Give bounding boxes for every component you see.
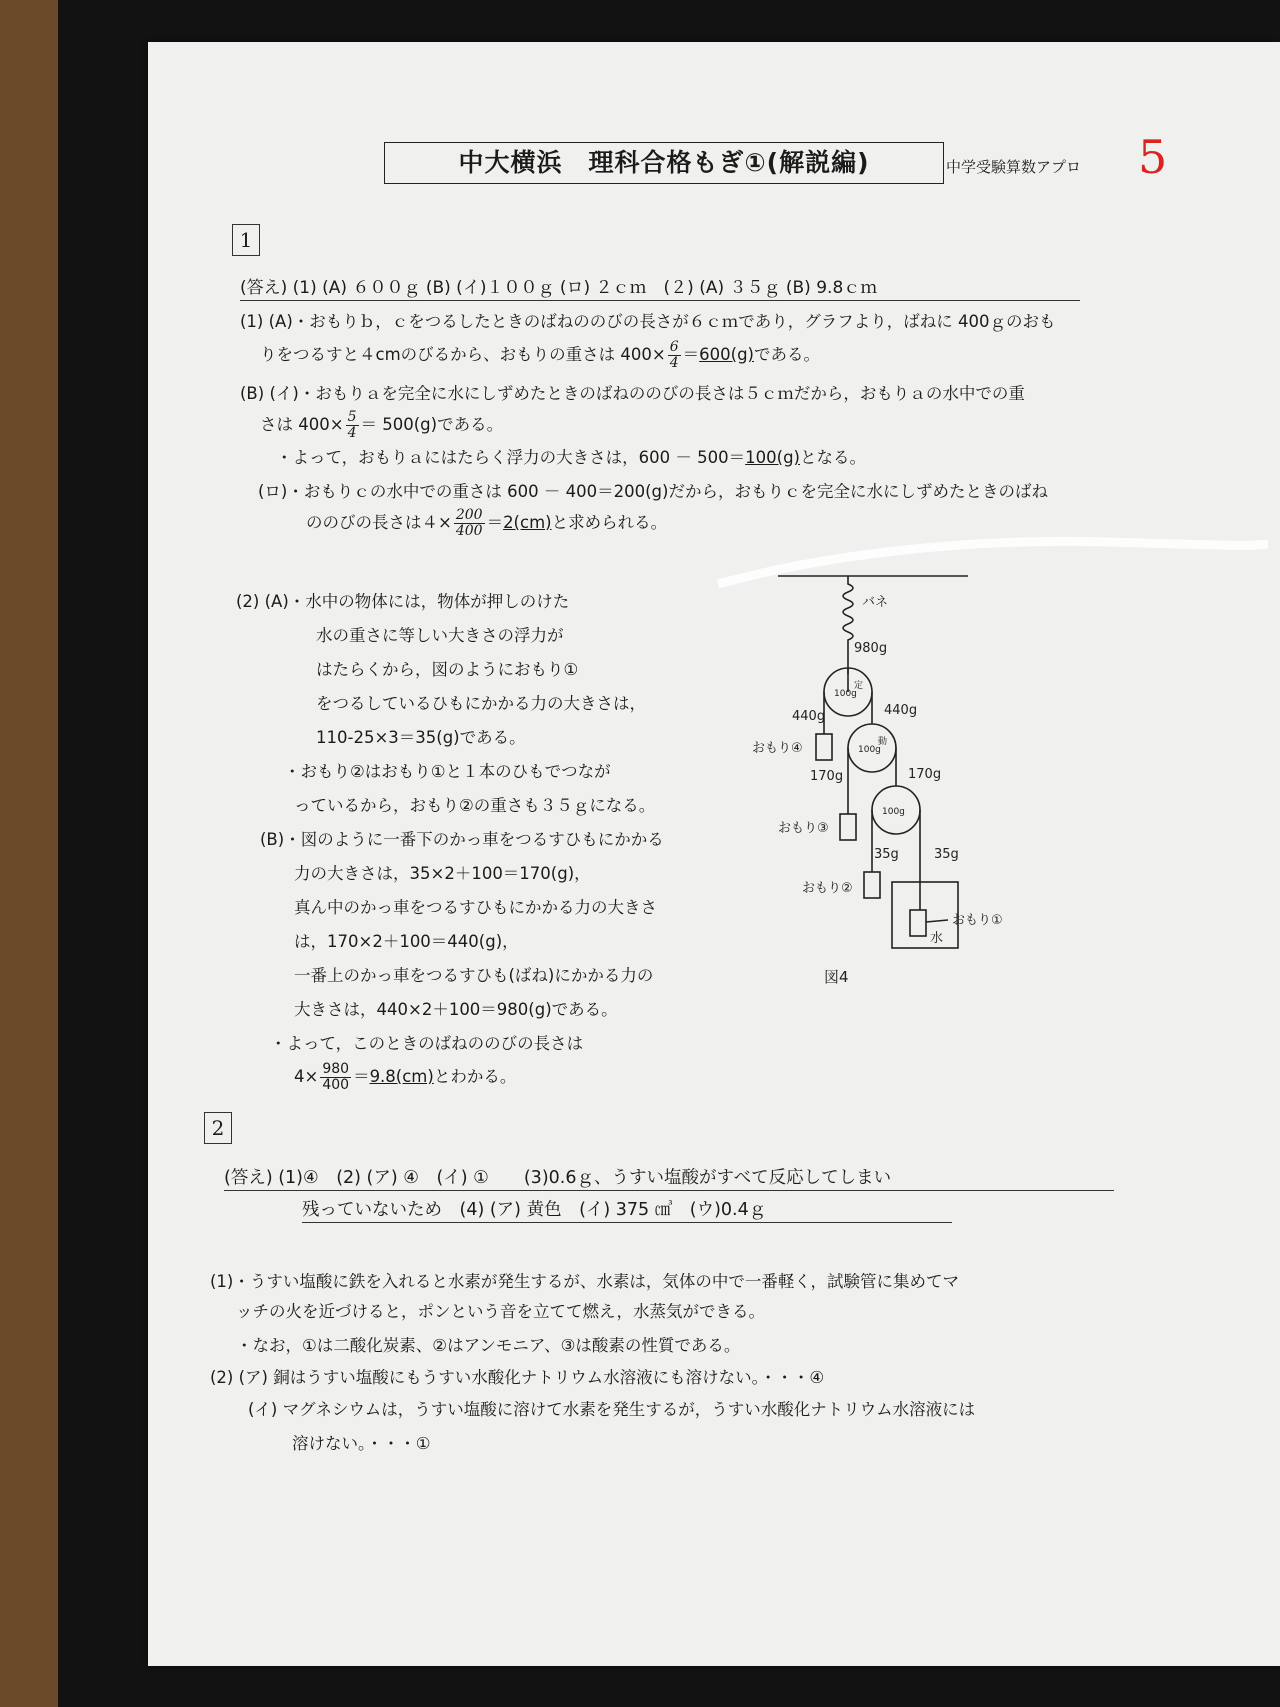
figure-label: 170g [810,769,844,784]
s1-p1a-line2 [260,340,820,371]
section-1-answer: (答え) (1) (A) ６００ｇ (B) (イ)１００ｇ (ロ) ２ｃｍ (２) (A) ３５ｇ (B) 9.8ｃｍ [240,276,1080,301]
figure-label: 100g [882,807,905,817]
figure-spring-label: バネ [862,595,889,610]
s1-p2-line: は，170×2＋100＝440(g)， [294,932,519,951]
s1-p2-last-answer: 9.8(cm) [369,1067,434,1086]
figure-label: おもり② [802,881,853,896]
s1-p2-line: 一番上のかっ車をつるすひも(ばね)にかかる力の [294,966,654,985]
s1-p2-line: 水の重さに等しい大きさの浮力が [316,626,564,645]
figure-label: 定 [854,681,864,691]
s1-p1b3-answer: 100(g) [745,448,800,467]
figure-label: 動 [878,737,888,747]
s1-p2-line: をつるしているひもにかかる力の大きさは， [316,694,646,713]
s1-p1c-text: ののびの長さは４× [306,513,452,532]
figure-label: 水 [930,931,944,946]
equals: ＝ [486,513,504,532]
s1-p1b-line1: (B) (イ)・おもりａを完全に水にしずめたときのばねののびの長さは５ｃｍだから，おもりａの水中での重 [240,384,1025,403]
s1-p1c-line2 [306,508,667,539]
s1-p2-line: ・おもり②はおもり①と１本のひもでつなが [284,762,611,781]
fraction [668,340,681,371]
figure-label: 35g [934,847,959,862]
s1-p1a-line1: (1) (A)・おもりｂ，ｃをつるしたときのばねののびの長さが６ｃｍであり，グラフより，ばねに 400ｇのおも [240,312,1056,331]
s1-p1b-line2 [260,410,503,441]
section-2-answer-line1: (答え) (1)④ (2) (ア) ④ (イ) ① (3)0.6ｇ、うすい塩酸がすべて反応してしまい [224,1166,1114,1191]
s1-p1a-answer: 600(g) [699,345,754,364]
s1-p2-last-post: とわかる。 [433,1067,517,1086]
page-number: 5 [1138,130,1168,184]
frac-num: 6 [669,339,679,355]
figure-label: おもり① [952,913,1003,928]
s1-p1c-answer: 2(cm) [503,513,552,532]
fraction [454,508,485,539]
s1-p1a-text: りをつるすと４cmのびるから、おもりの重さは 400× [260,345,666,364]
figure-caption: 図4 [824,968,849,986]
page-title: 中大横浜 理科合格もぎ①(解説編) [384,142,944,184]
s2-line: ッチの火を近づけると，ポンという音を立てて燃え，水蒸気ができる。 [236,1302,765,1321]
frac-num: 200 [455,507,483,523]
s2-line: (1)・うすい塩酸に鉄を入れると水素が発生するが、水素は，気体の中で一番軽く，試験管に集めてマ [210,1272,960,1291]
equals: ＝ [682,345,700,364]
figure-label: 980g [854,641,888,656]
s1-p2-line: ・よって，このときのばねののびの長さは [270,1034,584,1053]
frac-den: 400 [455,523,483,539]
s1-p1b-text: さは 400× [260,415,344,434]
frac-den: 400 [322,1077,350,1093]
frac-num: 980 [322,1061,350,1077]
s1-p2-line: 110-25×3＝35(g)である。 [316,728,526,747]
s1-p2-line: はたらくから，図のようにおもり① [316,660,579,679]
figure-label: 100g [858,745,881,755]
figure-label: おもり④ [752,741,803,756]
figure-label: 35g [874,847,899,862]
frac-num: 5 [347,409,357,425]
s1-p1c-line1: (ロ)・おもりｃの水中での重さは 600 － 400＝200(g)だから，おもりｃを完全に水にしずめたときのばね [258,482,1048,501]
s1-p1c-post: と求められる。 [551,513,668,532]
answer-sheet [148,42,1280,1666]
s1-p1b-post: ＝ 500(g)である。 [360,415,504,434]
s1-p1b3-post: となる。 [800,448,866,467]
figure-label: 440g [884,703,918,718]
figure-label: 170g [908,767,942,782]
s2-line: (イ) マグネシウムは，うすい塩酸に溶けて水素を発生するが，うすい水酸化ナトリウム水溶液には [248,1400,976,1419]
page-subtitle: 中学受験算数アプロ [946,158,1082,176]
s1-p2-last-text: 4× [294,1067,319,1086]
s1-p2-line: (2) (A)・水中の物体には，物体が押しのけた [236,592,570,611]
figure-label: 440g [792,709,826,724]
figure-label: 100g [834,689,857,699]
s2-line: (2) (ア) 銅はうすい塩酸にもうすい水酸化ナトリウム水溶液にも溶けない。・・・④ [210,1368,825,1387]
pulley-figure [738,562,1118,992]
equals: ＝ [353,1067,370,1086]
s1-p2-line: (B)・図のように一番下のかっ車をつるすひもにかかる [260,830,664,849]
s2-line: 溶けない。・・・① [292,1434,431,1453]
frac-den: 4 [347,425,357,441]
figure-label: おもり③ [778,821,829,836]
s1-p2-line: 力の大きさは，35×2＋100＝170(g)， [294,864,591,883]
s1-p1b3-text: ・よって，おもりａにはたらく浮力の大きさは，600 － 500＝ [276,448,746,467]
s2-line: ・なお，①は二酸化炭素、②はアンモニア、③は酸素の性質である。 [236,1336,741,1355]
s1-p1a-post: である。 [753,345,820,364]
s1-p1b-line3 [276,446,866,470]
section-2-answer-line2: 残っていないため (4) (ア) 黄色 (イ) 375 ㎤ (ウ)0.4ｇ [302,1198,952,1223]
fraction [346,410,359,441]
s1-p2-line: 大きさは，440×2＋100＝980(g)である。 [294,1000,618,1019]
section-1-number: 1 [232,224,260,256]
frac-den: 4 [669,355,679,371]
section-2-number: 2 [204,1112,232,1144]
s1-p2-line: っているから，おもり②の重さも３５ｇになる。 [294,796,656,815]
s1-p2-line: 真ん中のかっ車をつるすひもにかかる力の大きさ [294,898,657,917]
fraction [320,1062,351,1093]
s1-p2-last-line [294,1062,516,1093]
